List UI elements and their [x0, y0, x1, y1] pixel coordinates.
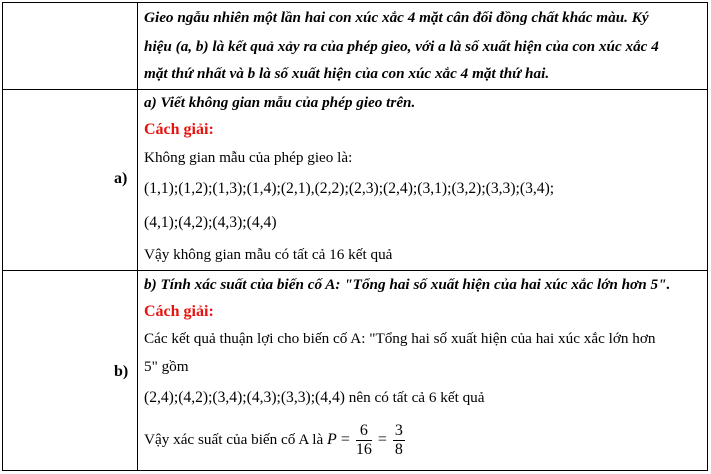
part-b-favorable-line: [144, 388, 485, 408]
probability-fraction-2: [393, 422, 405, 459]
table-border-divider: [137, 2, 138, 471]
problem-line-3: mặt thứ nhất và b là số xuất hiện của con xúc xắc 4 mặt thứ hai.: [144, 65, 550, 82]
table-border-top: [2, 2, 708, 3]
part-b-label: b): [114, 363, 129, 380]
probability-variable: P: [327, 430, 337, 448]
probability-fraction-1: [356, 422, 372, 459]
part-b-probability-line: Vậy xác suất của biến cố A là P = $\frac{6}{16}$ = $\frac{3}{8}$: [144, 422, 403, 458]
table-row-divider-2: [2, 270, 708, 271]
problem-line-2: hiệu (a, b) là kết quả xảy ra của phép gieo, với a là số xuất hiện của con xúc xắc 4: [144, 38, 659, 55]
part-b-favorable-suffix: nên có tất cả 6 kết quả: [344, 389, 485, 406]
part-b-solution-heading: Cách giải:: [144, 303, 214, 320]
fraction-2-numerator: 3: [394, 422, 403, 439]
part-a-solution-heading: Cách giải:: [144, 121, 214, 138]
part-a-question: a) Viết không gian mẫu của phép gieo trên.: [144, 94, 416, 111]
table-border-right: [707, 2, 708, 471]
part-b-intro-line-1: Các kết quả thuận lợi cho biến cố A: "Tổng hai số xuất hiện của hai xúc xắc lớn hơn: [144, 330, 656, 347]
fraction-2-denominator: 8: [394, 441, 403, 458]
part-a-conclusion: Vậy không gian mẫu có tất cả 16 kết quả: [144, 246, 393, 263]
part-b-question: b) Tính xác suất của biến cố A: "Tổng hai số xuất hiện của hai xúc xắc lớn hơn 5".: [144, 276, 671, 293]
part-a-intro: Không gian mẫu của phép gieo là:: [144, 149, 353, 166]
problem-line-1: Gieo ngẫu nhiên một lần hai con xúc xắc 4 mặt cân đối đồng chất khác màu. Ký: [144, 9, 649, 26]
fraction-1-denominator: 16: [355, 441, 372, 458]
part-b-intro-line-2: 5" gồm: [144, 358, 189, 375]
solution-table: [2, 2, 708, 471]
part-b-probability-prefix: Vậy xác suất của biến cố A là: [144, 430, 328, 448]
table-border-left: [2, 2, 3, 471]
part-a-label: a): [114, 170, 128, 187]
part-a-outcomes-line-1: (1,1);(1,2);(1,3);(1,4);(2,1),(2,2);(2,3);(2,4);(3,1);(3,2);(3,3);(3,4);: [144, 180, 555, 197]
part-a-outcomes-line-2: (4,1);(4,2);(4,3);(4,4): [144, 214, 277, 231]
table-row-divider-1: [2, 89, 708, 90]
part-b-favorable-outcomes: (2,4);(4,2);(3,4);(4,3);(3,3);(4,4): [144, 389, 345, 406]
fraction-1-numerator: 6: [356, 422, 372, 441]
table-border-bottom: [2, 470, 708, 471]
